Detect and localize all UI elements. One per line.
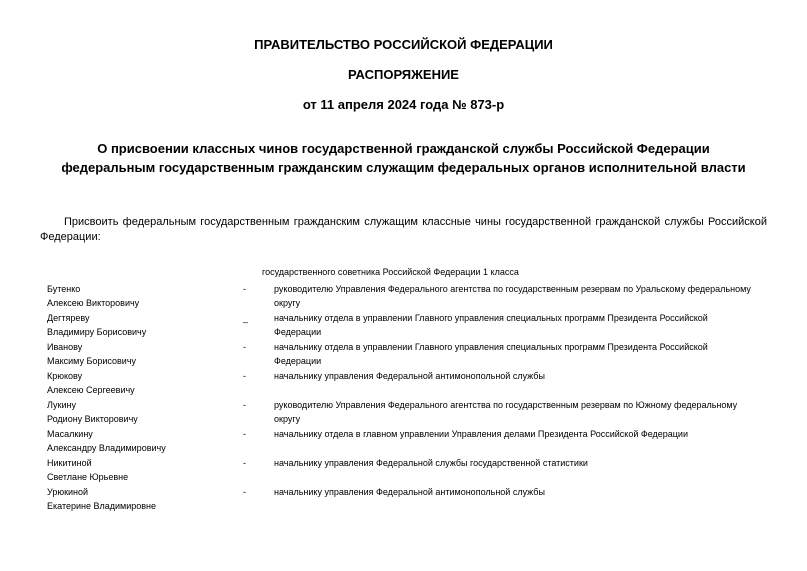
person-given-name: Александру Владимировичу [47,443,166,453]
person-given-name: Максиму Борисовичу [47,356,137,366]
person-name [47,282,232,310]
person-surname: Никитиной [47,458,92,468]
separator-dash: - [243,342,246,352]
separator-dash: _ [243,313,249,323]
person-given-name: Родиону Викторовичу [47,414,138,424]
person-position: руководителю Управления Федерального агентства по государственным резервам по Уральскому федеральному округу [274,284,751,308]
separator-dash: - [243,429,246,439]
person-surname: Иванову [47,342,83,352]
document-date-number: от 11 апреля 2024 года № 873-р [302,97,505,112]
person-name [47,427,232,455]
person-name [47,456,232,484]
person-surname: Бутенко [47,284,81,294]
document-title [40,139,767,177]
title-line-2: федеральным государственным гражданским служащим федеральных органов исполнительной власти [61,160,746,175]
person-surname: Урюкиной [47,487,89,497]
person-name [47,340,232,368]
person-surname: Масалкину [47,429,93,439]
separator-dash: - [243,400,246,410]
person-name [47,311,232,339]
person-position: начальнику отдела в главном управлении Управления делами Президента Российской Федерации [274,429,688,439]
person-given-name: Екатерине Владимировне [47,501,157,511]
person-name [47,369,232,397]
person-position: начальнику управления Федеральной антимонопольной службы [274,371,545,381]
separator-dash: - [243,487,246,497]
person-given-name: Алексею Викторовичу [47,298,140,308]
separator-dash: - [243,458,246,468]
person-position: начальнику управления Федеральной службы государственной статистики [274,458,588,468]
person-position: начальнику управления Федеральной антимонопольной службы [274,487,545,497]
person-given-name: Светлане Юрьевне [47,472,129,482]
person-surname: Крюкову [47,371,83,381]
person-surname: Лукину [47,400,76,410]
person-name [47,485,232,513]
person-given-name: Владимиру Борисовичу [47,327,147,337]
separator-dash: - [243,284,246,294]
title-line-1: О присвоении классных чинов государственной гражданской службы Российской Федерации [97,141,710,156]
person-name [47,398,232,426]
person-position: начальнику отдела в управлении Главного управления специальных программ Президента Российской Федерации [274,342,708,366]
person-given-name: Алексею Сергеевичу [47,385,135,395]
person-surname: Дегтяреву [47,313,90,323]
document-type: РАСПОРЯЖЕНИЕ [348,67,459,82]
intro-paragraph: Присвоить федеральным государственным гражданским служащим классные чины государственной гражданской службы Российской Федерации: [40,216,767,243]
rank-heading: государственного советника Российской Федерации 1 класса [262,267,519,277]
person-position: руководителю Управления Федерального агентства по государственным резервам по Южному федеральному округу [274,400,738,424]
separator-dash: - [243,371,246,381]
person-position: начальнику отдела в управлении Главного управления специальных программ Президента Российской Федерации [274,313,708,337]
government-heading: ПРАВИТЕЛЬСТВО РОССИЙСКОЙ ФЕДЕРАЦИИ [254,37,553,52]
